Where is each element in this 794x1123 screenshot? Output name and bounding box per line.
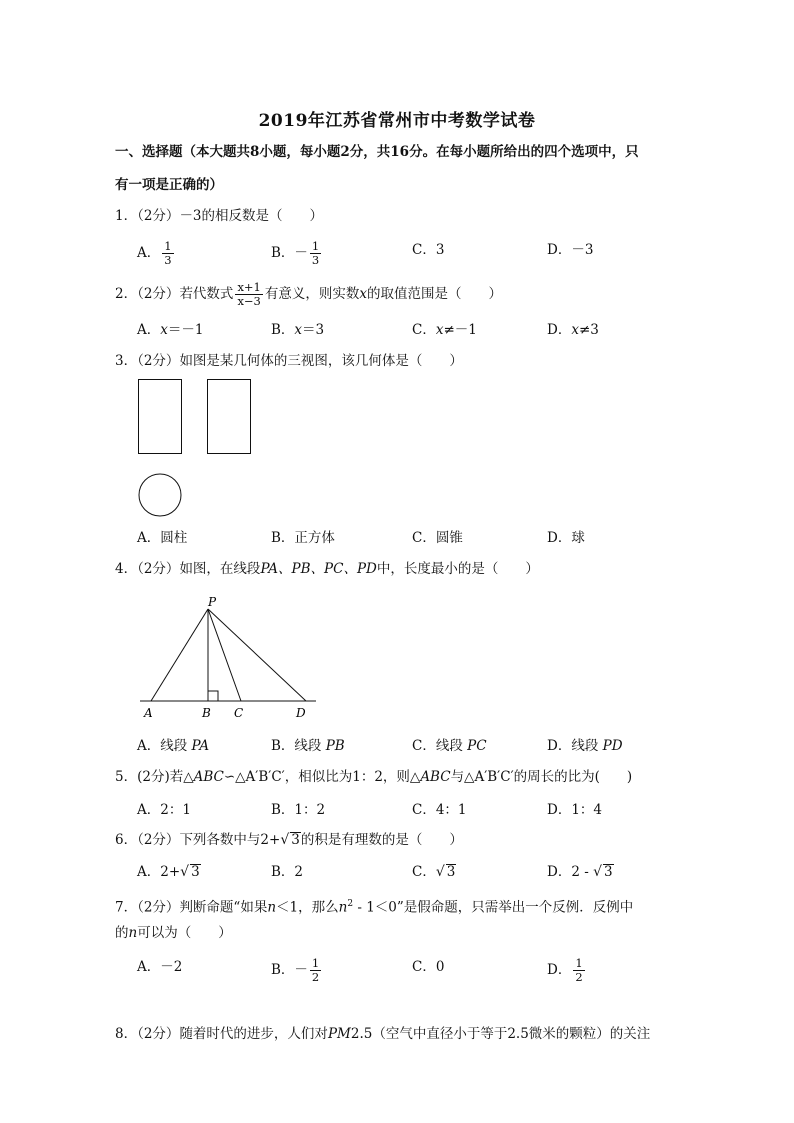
q5-option-d: D．1：4 bbox=[547, 802, 603, 818]
label-a: A bbox=[144, 706, 153, 720]
question-7: 7．（2分）判断命题“如果n＜1，那么$n^2 - 1<0$”是假命题，只需举出一个反例．反例中 bbox=[115, 899, 634, 916]
question-1 bbox=[115, 206, 675, 226]
q2-option-b: B．x＝3 bbox=[271, 322, 325, 338]
q7-option-d: D． $\frac{1}{2}$ bbox=[547, 956, 583, 984]
q6-option-c: C．√ 3 bbox=[412, 864, 456, 880]
q2-option-c: C．x≠－1 bbox=[412, 322, 477, 338]
q5-option-b: B．1：2 bbox=[271, 802, 326, 818]
fraction: $\frac{x+1}{x-3}$ bbox=[237, 280, 261, 308]
fraction: $\frac{1}{2}$ bbox=[311, 956, 320, 984]
q6-option-a: A．2+√ 3 bbox=[137, 864, 200, 880]
q3-option-c: C．圆锥 bbox=[412, 530, 463, 546]
label-c: C bbox=[234, 706, 244, 720]
q7-option-a: A．－2 bbox=[137, 959, 183, 975]
q5-option-a: A．2：1 bbox=[137, 802, 191, 818]
section-heading-line1: 一、选择题（本大题共8小题，每小题2分，共16分。在每小题所给出的四个选项中，只 bbox=[115, 144, 639, 160]
top-view-circle bbox=[139, 474, 181, 516]
segment-pc bbox=[208, 609, 241, 701]
q1-option-b: B．－ $\frac{1}{3}$ bbox=[271, 239, 320, 267]
question-6: 6．（2分）下列各数中与2+√ 3的积是有理数的是（ ） bbox=[115, 832, 463, 848]
label-b: B bbox=[202, 706, 211, 720]
three-view-figure bbox=[130, 372, 270, 524]
q7-option-c: C．0 bbox=[412, 959, 445, 975]
question-4: 4．（2分）如图，在线段PA、PB、PC、PD中，长度最小的是（ ） bbox=[115, 561, 539, 577]
label-p: P bbox=[208, 595, 217, 609]
segments-figure bbox=[130, 590, 330, 725]
side-view-rectangle bbox=[208, 380, 251, 454]
q1-option-c: C．3 bbox=[412, 242, 445, 258]
q5-option-c: C．4：1 bbox=[412, 802, 467, 818]
q4-option-b: B．线段 PB bbox=[271, 738, 345, 754]
q-score: （2分） bbox=[137, 208, 180, 224]
q4-option-d: D．线段 PD bbox=[547, 738, 623, 754]
q2-option-a: A．x＝－1 bbox=[137, 322, 204, 338]
q2-option-d: D．x≠3 bbox=[547, 322, 599, 338]
front-view-rectangle bbox=[139, 380, 182, 454]
right-angle-mark bbox=[208, 691, 218, 701]
radical-sign: √ bbox=[280, 832, 290, 848]
fraction: $\frac{1}{3}$ bbox=[311, 239, 320, 267]
question-2: 2．（2分）若代数式 $\frac{x+1}{x-3}$ 有意义，则实数x的取值范围是（ ） bbox=[115, 280, 503, 308]
q4-option-a: A．线段 PA bbox=[137, 738, 210, 754]
fraction: $\frac{1}{3}$ bbox=[164, 239, 172, 267]
question-7-line2: 的n可以为（ ） bbox=[115, 925, 232, 941]
label-d: D bbox=[296, 706, 306, 720]
q6-option-b: B．2 bbox=[271, 864, 304, 880]
page-title: 2019年江苏省常州市中考数学试卷 bbox=[258, 111, 536, 131]
q1-option-d: D．－3 bbox=[547, 242, 594, 258]
q3-option-b: B．正方体 bbox=[271, 530, 335, 546]
segment-pa bbox=[151, 609, 208, 701]
q-stem: －3的相反数是（ ） bbox=[179, 208, 324, 224]
segment-pd bbox=[208, 609, 306, 701]
section-heading-line2: 有一项是正确的） bbox=[115, 177, 223, 193]
q1-option-a: A． $\frac{1}{3}$ bbox=[137, 239, 172, 267]
question-5: 5．(2分)若△ABC∽△A′B′C′，相似比为1：2，则△ABC与△A′B′C′的周长的比为( ) bbox=[115, 769, 633, 785]
q7-option-b: B．－ $\frac{1}{2}$ bbox=[271, 956, 320, 984]
fraction: $\frac{1}{2}$ bbox=[575, 956, 583, 984]
q4-option-c: C．线段 PC bbox=[412, 738, 487, 754]
q6-option-d: D．2 - √ 3 bbox=[547, 864, 613, 880]
q3-option-a: A．圆柱 bbox=[137, 530, 188, 546]
q-number: 1． bbox=[115, 208, 138, 224]
question-8: 8．（2分）随着时代的进步，人们对PM2.5（空气中直径小于等于2.5微米的颗粒）的关注 bbox=[115, 1026, 651, 1042]
q3-option-d: D．球 bbox=[547, 530, 585, 546]
question-3: 3．（2分）如图是某几何体的三视图，该几何体是（ ） bbox=[115, 353, 463, 369]
